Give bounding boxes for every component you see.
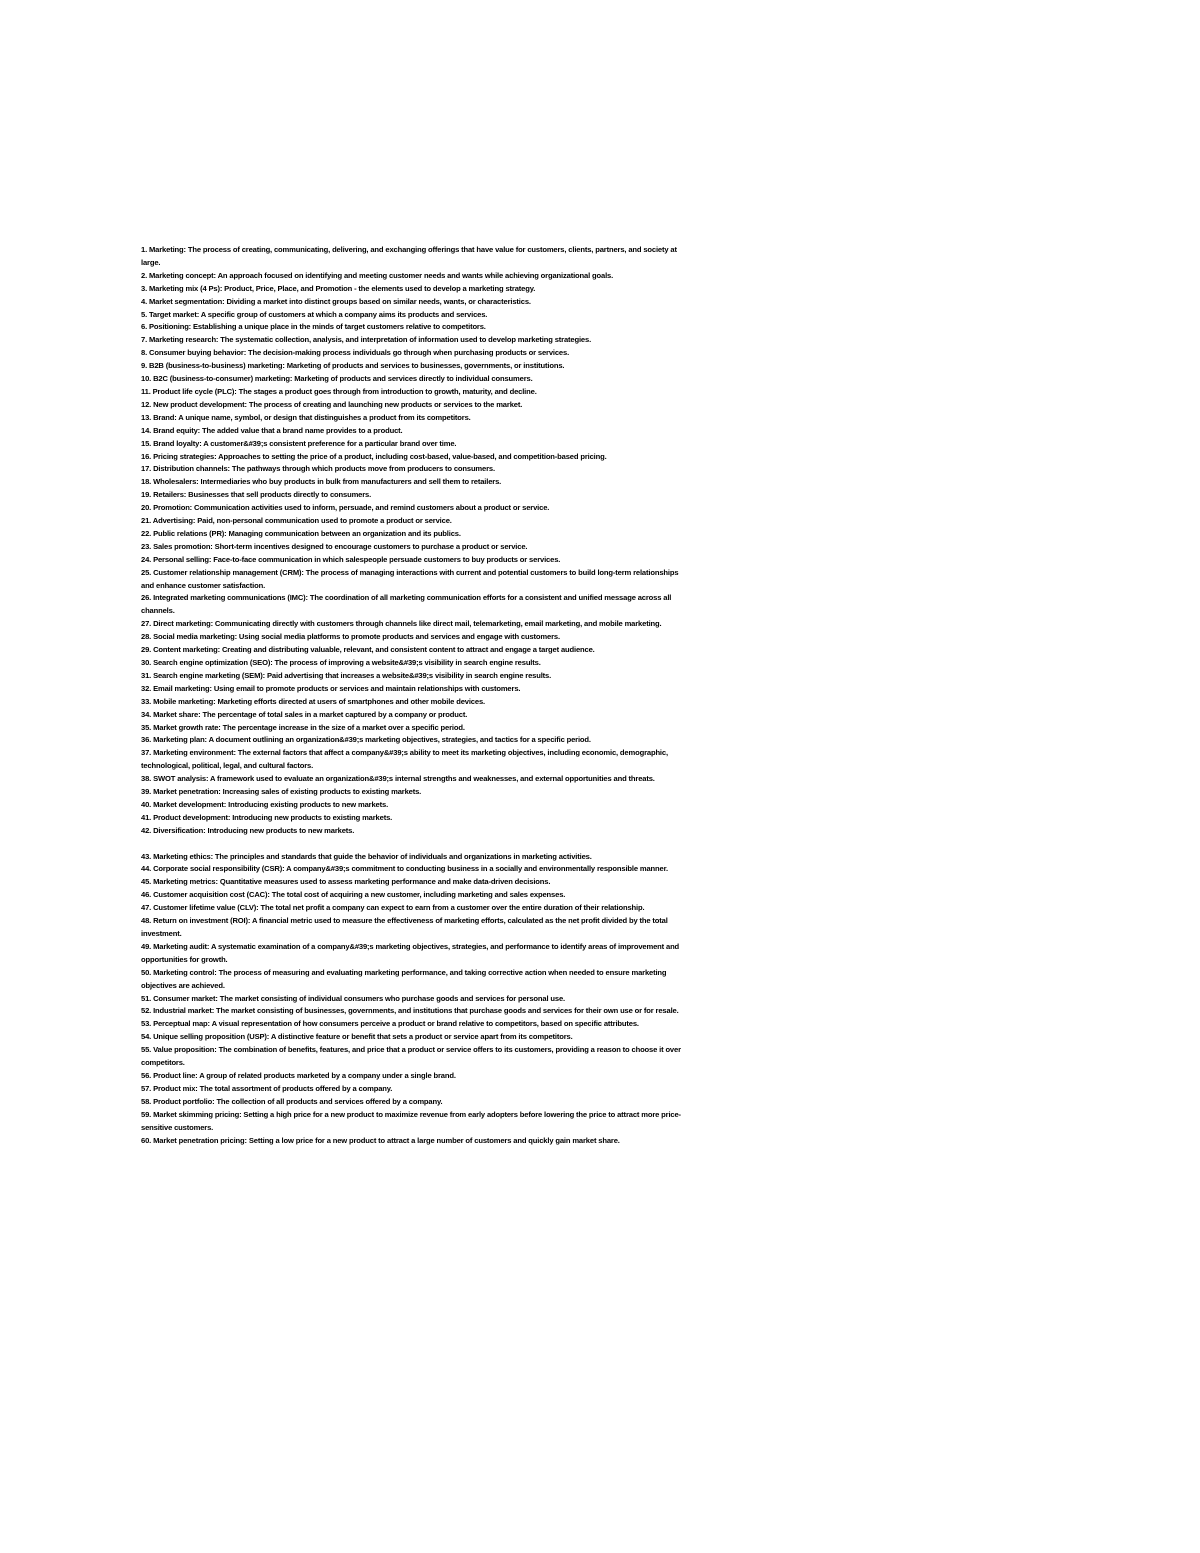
glossary-entry: 6. Positioning: Establishing a unique place in the minds of target customers relative to competitors.: [141, 322, 486, 332]
glossary-entry: 59. Market skimming pricing: Setting a high price for a new product to maximize revenue from early adopters before lowering the price to attract more price-sensitive customers.: [141, 1109, 681, 1132]
glossary-entry: 22. Public relations (PR): Managing communication between an organization and its publics.: [141, 528, 461, 538]
glossary-entry: 31. Search engine marketing (SEM): Paid advertising that increases a website&#39;s visibility in search engine results.: [141, 670, 552, 680]
marketing-glossary: [141, 244, 681, 1147]
glossary-entry: 10. B2C (business-to-consumer) marketing: Marketing of products and services directly to individual consumers.: [141, 374, 533, 384]
glossary-entry: 48. Return on investment (ROI): A financial metric used to measure the effectiveness of marketing efforts, calculated as the net profit divided by the total investment.: [141, 916, 668, 939]
glossary-entry: 25. Customer relationship management (CRM): The process of managing interactions with current and potential customers to build long-term relationships and enhance customer satisfaction.: [141, 567, 679, 590]
glossary-entry: 42. Diversification: Introducing new products to new markets.: [141, 825, 355, 835]
glossary-entry: 58. Product portfolio: The collection of all products and services offered by a company.: [141, 1096, 443, 1106]
glossary-entry: 53. Perceptual map: A visual representation of how consumers perceive a product or brand relative to competitors, based on specific attributes.: [141, 1019, 639, 1029]
glossary-entry: 40. Market development: Introducing existing products to new markets.: [141, 799, 389, 809]
glossary-entry: 36. Marketing plan: A document outlining an organization&#39;s marketing objectives, strategies, and tactics for a specific period.: [141, 735, 591, 745]
glossary-entry: 4. Market segmentation: Dividing a market into distinct groups based on similar needs, wants, or characteristics.: [141, 296, 531, 306]
glossary-entry: 60. Market penetration pricing: Setting a low price for a new product to attract a large number of customers and quickly gain market share.: [141, 1135, 620, 1145]
glossary-entry: 38. SWOT analysis: A framework used to evaluate an organization&#39;s internal strengths and weaknesses, and external opportunities and threats.: [141, 774, 655, 784]
glossary-entry: 46. Customer acquisition cost (CAC): The total cost of acquiring a new customer, including marketing and sales expenses.: [141, 890, 566, 900]
glossary-entry: 50. Marketing control: The process of measuring and evaluating marketing performance, and taking corrective action when needed to ensure marketing objectives are achieved.: [141, 967, 667, 990]
glossary-entry: 41. Product development: Introducing new products to existing markets.: [141, 812, 393, 822]
glossary-entry: 12. New product development: The process of creating and launching new products or services to the market.: [141, 399, 523, 409]
glossary-entry: 19. Retailers: Businesses that sell products directly to consumers.: [141, 490, 372, 500]
glossary-entry: 29. Content marketing: Creating and distributing valuable, relevant, and consistent content to attract and engage a target audience.: [141, 645, 595, 655]
glossary-entry: 16. Pricing strategies: Approaches to setting the price of a product, including cost-based, value-based, and competition-based pricing.: [141, 451, 607, 461]
glossary-entry: 3. Marketing mix (4 Ps): Product, Price, Place, and Promotion - the elements used to develop a marketing strategy.: [141, 283, 536, 293]
glossary-entry: 44. Corporate social responsibility (CSR): A company&#39;s commitment to conducting business in a socially and environmentally responsible manner.: [141, 864, 668, 874]
glossary-entry: 47. Customer lifetime value (CLV): The total net profit a company can expect to earn from a customer over the entire duration of their relationship.: [141, 903, 645, 913]
glossary-entry: 7. Marketing research: The systematic collection, analysis, and interpretation of information used to develop marketing strategies.: [141, 335, 592, 345]
glossary-entry: 49. Marketing audit: A systematic examination of a company&#39;s marketing objectives, strategies, and performance to identify areas of improvement and opportunities for growth.: [141, 941, 680, 964]
glossary-entry: 20. Promotion: Communication activities used to inform, persuade, and remind customers about a product or service.: [141, 503, 550, 513]
glossary-entry: 45. Marketing metrics: Quantitative measures used to assess marketing performance and make data-driven decisions.: [141, 877, 551, 887]
glossary-entry: 24. Personal selling: Face-to-face communication in which salespeople persuade customers to buy products or services.: [141, 554, 561, 564]
glossary-entry: 27. Direct marketing: Communicating directly with customers through channels like direct mail, telemarketing, email marketing, and mobile marketing.: [141, 619, 662, 629]
glossary-entry: 18. Wholesalers: Intermediaries who buy products in bulk from manufacturers and sell them to retailers.: [141, 477, 502, 487]
glossary-entry: 23. Sales promotion: Short-term incentives designed to encourage customers to purchase a product or service.: [141, 541, 528, 551]
glossary-entry: 52. Industrial market: The market consisting of businesses, governments, and institutions that purchase goods and services for their own use or for resale.: [141, 1006, 679, 1016]
glossary-entry: 55. Value proposition: The combination of benefits, features, and price that a product or service offers to its customers, providing a reason to choose it over competitors.: [141, 1045, 681, 1068]
glossary-entry: 13. Brand: A unique name, symbol, or design that distinguishes a product from its competitors.: [141, 412, 471, 422]
glossary-entry: 32. Email marketing: Using email to promote products or services and maintain relationships with customers.: [141, 683, 521, 693]
glossary-entry: 26. Integrated marketing communications (IMC): The coordination of all marketing communication efforts for a consistent and unified message across all channels.: [141, 593, 672, 616]
glossary-entry: 37. Marketing environment: The external factors that affect a company&#39;s ability to meet its marketing objectives, including economic, demographic, technological, political, legal, and cultural factors.: [141, 748, 668, 771]
glossary-entry: 28. Social media marketing: Using social media platforms to promote products and services and engage with customers.: [141, 632, 560, 642]
glossary-entry: 35. Market growth rate: The percentage increase in the size of a market over a specific period.: [141, 722, 465, 732]
glossary-entry: 56. Product line: A group of related products marketed by a company under a single brand.: [141, 1070, 456, 1080]
glossary-entry: 11. Product life cycle (PLC): The stages a product goes through from introduction to growth, maturity, and decline.: [141, 386, 537, 396]
glossary-entry: 34. Market share: The percentage of total sales in a market captured by a company or product.: [141, 709, 468, 719]
glossary-entry: 39. Market penetration: Increasing sales of existing products to existing markets.: [141, 787, 422, 797]
glossary-entry: 17. Distribution channels: The pathways through which products move from producers to consumers.: [141, 464, 495, 474]
glossary-entry: 54. Unique selling proposition (USP): A distinctive feature or benefit that sets a product or service apart from its competitors.: [141, 1032, 573, 1042]
glossary-entry: 2. Marketing concept: An approach focused on identifying and meeting customer needs and wants while achieving organizational goals.: [141, 270, 614, 280]
glossary-entry: 14. Brand equity: The added value that a brand name provides to a product.: [141, 425, 403, 435]
glossary-entry: 21. Advertising: Paid, non-personal communication used to promote a product or service.: [141, 516, 452, 526]
glossary-entry: 57. Product mix: The total assortment of products offered by a company.: [141, 1083, 393, 1093]
glossary-entry: 15. Brand loyalty: A customer&#39;s consistent preference for a particular brand over time.: [141, 438, 457, 448]
glossary-entry: 8. Consumer buying behavior: The decision-making process individuals go through when purchasing products or services.: [141, 348, 570, 358]
glossary-entry: 30. Search engine optimization (SEO): The process of improving a website&#39;s visibility in search engine results.: [141, 658, 541, 667]
glossary-entry: 33. Mobile marketing: Marketing efforts directed at users of smartphones and other mobile devices.: [141, 696, 485, 706]
glossary-entry: 5. Target market: A specific group of customers at which a company aims its products and services.: [141, 309, 488, 319]
glossary-entry: 51. Consumer market: The market consisting of individual consumers who purchase goods and services for personal use.: [141, 993, 566, 1003]
glossary-entry: 9. B2B (business-to-business) marketing: Marketing of products and services to businesses, governments, or institutions.: [141, 361, 565, 371]
glossary-entry: 1. Marketing: The process of creating, communicating, delivering, and exchanging offerings that have value for customers, clients, partners, and society at large.: [141, 245, 677, 267]
glossary-entry: 43. Marketing ethics: The principles and standards that guide the behavior of individuals and organizations in marketing activities.: [141, 851, 592, 861]
